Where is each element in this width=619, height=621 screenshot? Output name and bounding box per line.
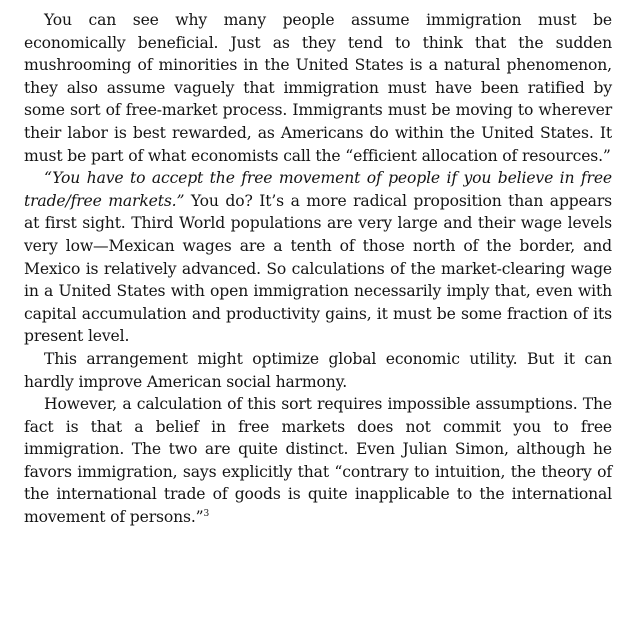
paragraph-1-text: You can see why many people assume immigration must be economically beneficial. Just as they tend to think that the sudden mushrooming of minorities in the United States is a natural phenomenon, they also assume vaguely that immigration must have been ratified by some sort of free-market process. Immigrants must be moving to wherever their labor is best rewarded, as Americans do within the United States. It must be part of what economists call the “efficient allocation of resources.” [24,11,612,165]
paragraph-4-text: However, a calculation of this sort requires impossible assumptions. The fact is that a belief in free markets does not commit you to free immigration. The two are quite distinct. Even Julian Simon, although he favors immigration, says explicitly that “contrary to intuition, the theory of the international trade of goods is quite inapplicable to the international movement of persons.” [24,395,612,527]
paragraph-1 [24,9,612,167]
paragraph-2-text: You do? It’s a more radical proposition than appears at first sight. Third World populations are very large and their wage levels very low—Mexican wages are a tenth of those north of the border, and Mexico is relatively advanced. So calculations of the market-clearing wage in a United States with open immigration necessarily imply that, even with capital accumulation and productivity gains, it must be some fraction of its present level. [24,191,612,346]
paragraph-2 [24,167,612,348]
paragraph-3 [24,348,612,393]
paragraph-2-quote: “You have to accept the free movement of people if you believe in free trade/free markets.” [24,169,612,210]
paragraph-3-text: This arrangement might optimize global economic utility. But it can hardly improve American social harmony. [24,349,612,391]
footnote-marker: 3 [203,509,210,520]
document-page [24,9,612,529]
paragraph-4 [24,393,612,529]
